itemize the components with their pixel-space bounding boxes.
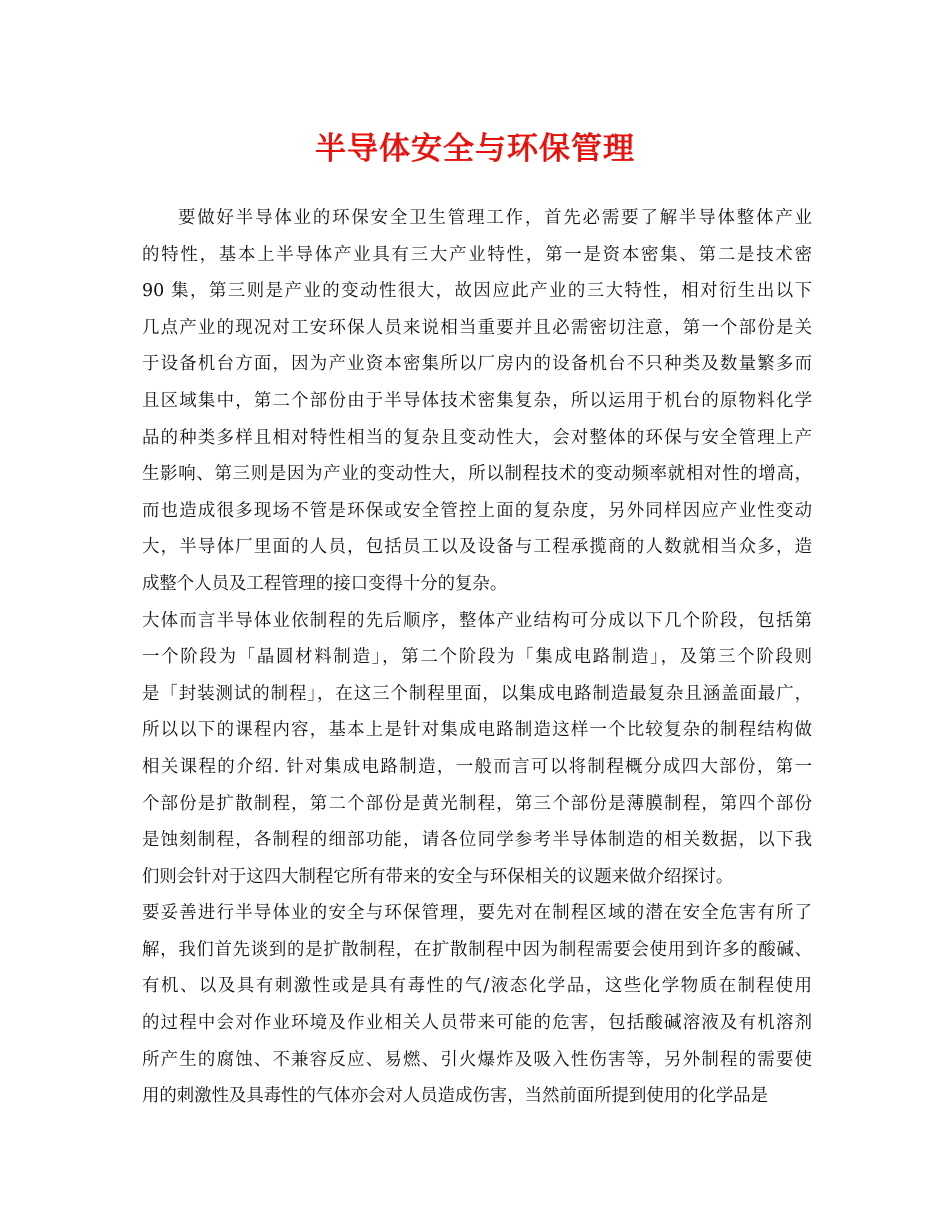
paragraph (142, 200, 812, 603)
paragraph-line: 个部份是扩散制程，第二个部份是黄光制程，第三个部份是薄膜制程，第四个部份 (142, 793, 812, 814)
paragraph-line: 要妥善进行半导体业的安全与环保管理，要先对在制程区域的潜在安全危害有所了 (142, 903, 812, 924)
paragraph-line: 90 集，第三则是产业的变动性很大，故因应此产业的三大特性，相对衍生出以下 (142, 281, 812, 302)
paragraph-line: 大，半导体厂里面的人员，包括员工以及设备与工程承揽商的人数就相当众多，造 (142, 537, 812, 558)
paragraph-line: 是蚀刻制程，各制程的细部功能，请各位同学参考半导体制造的相关数据，以下我 (142, 830, 812, 851)
paragraph-line: 要做好半导体业的环保安全卫生管理工作，首先必需要了解半导体整体产业 (178, 208, 812, 228)
paragraph-line: 相关课程的介绍. 针对集成电路制造，一般而言可以将制程概分成四大部份，第一 (142, 756, 812, 777)
paragraph-line: 所以以下的课程内容，基本上是针对集成电路制造这样一个比较复杂的制程结构做 (142, 720, 812, 741)
paragraph-line: 而也造成很多现场不管是环保或安全管控上面的复杂度，另外同样因应产业性变动 (142, 500, 812, 521)
paragraph (142, 895, 812, 1115)
paragraph-line: 且区域集中，第二个部份由于半导体技术密集复杂，所以运用于机台的原物料化学 (142, 390, 812, 411)
paragraph-line: 几点产业的现况对工安环保人员来说相当重要并且必需密切注意，第一个部份是关 (142, 317, 812, 338)
paragraph-line: 有机、以及具有刺激性或是具有毒性的气/液态化学品，这些化学物质在制程使用 (142, 976, 812, 997)
document-title: 半导体安全与环保管理 (315, 131, 635, 167)
paragraph-line: 是「封装测试的制程」，在这三个制程里面，以集成电路制造最复杂且涵盖面最广， (142, 683, 812, 704)
paragraph-line: 一个阶段为「晶圆材料制造」，第二个阶段为「集成电路制造」，及第三个阶段则 (142, 647, 812, 668)
paragraph-line: 生影响、第三则是因为产业的变动性大，所以制程技术的变动频率就相对性的增高， (142, 464, 812, 485)
paragraph (142, 603, 812, 896)
paragraph-line: 成整个人员及工程管理的接口变得十分的复杂。 (142, 573, 508, 594)
paragraph-line: 解，我们首先谈到的是扩散制程，在扩散制程中因为制程需要会使用到许多的酸碱、 (142, 939, 812, 960)
paragraph-line: 用的刺激性及具毒性的气体亦会对人员造成伤害，当然前面所提到使用的化学品是 (142, 1086, 769, 1107)
paragraph-line: 的特性，基本上半导体产业具有三大产业特性，第一是资本密集、第二是技术密 (142, 244, 812, 265)
paragraph-line: 于设备机台方面，因为产业资本密集所以厂房内的设备机台不只种类及数量繁多而 (142, 354, 812, 375)
paragraph-line: 品的种类多样且相对特性相当的复杂且变动性大，会对整体的环保与安全管理上产 (142, 427, 812, 448)
paragraph-line: 们则会针对于这四大制程它所有带来的安全与环保相关的议题来做介绍探讨。 (142, 866, 734, 887)
paragraph-line: 的过程中会对作业环境及作业相关人员带来可能的危害，包括酸碱溶液及有机溶剂 (142, 1013, 812, 1034)
document-body (142, 200, 812, 1115)
paragraph-line: 所产生的腐蚀、不兼容反应、易燃、引火爆炸及吸入性伤害等，另外制程的需要使 (142, 1049, 812, 1070)
paragraph-line: 大体而言半导体业依制程的先后顺序，整体产业结构可分成以下几个阶段，包括第 (142, 610, 812, 631)
